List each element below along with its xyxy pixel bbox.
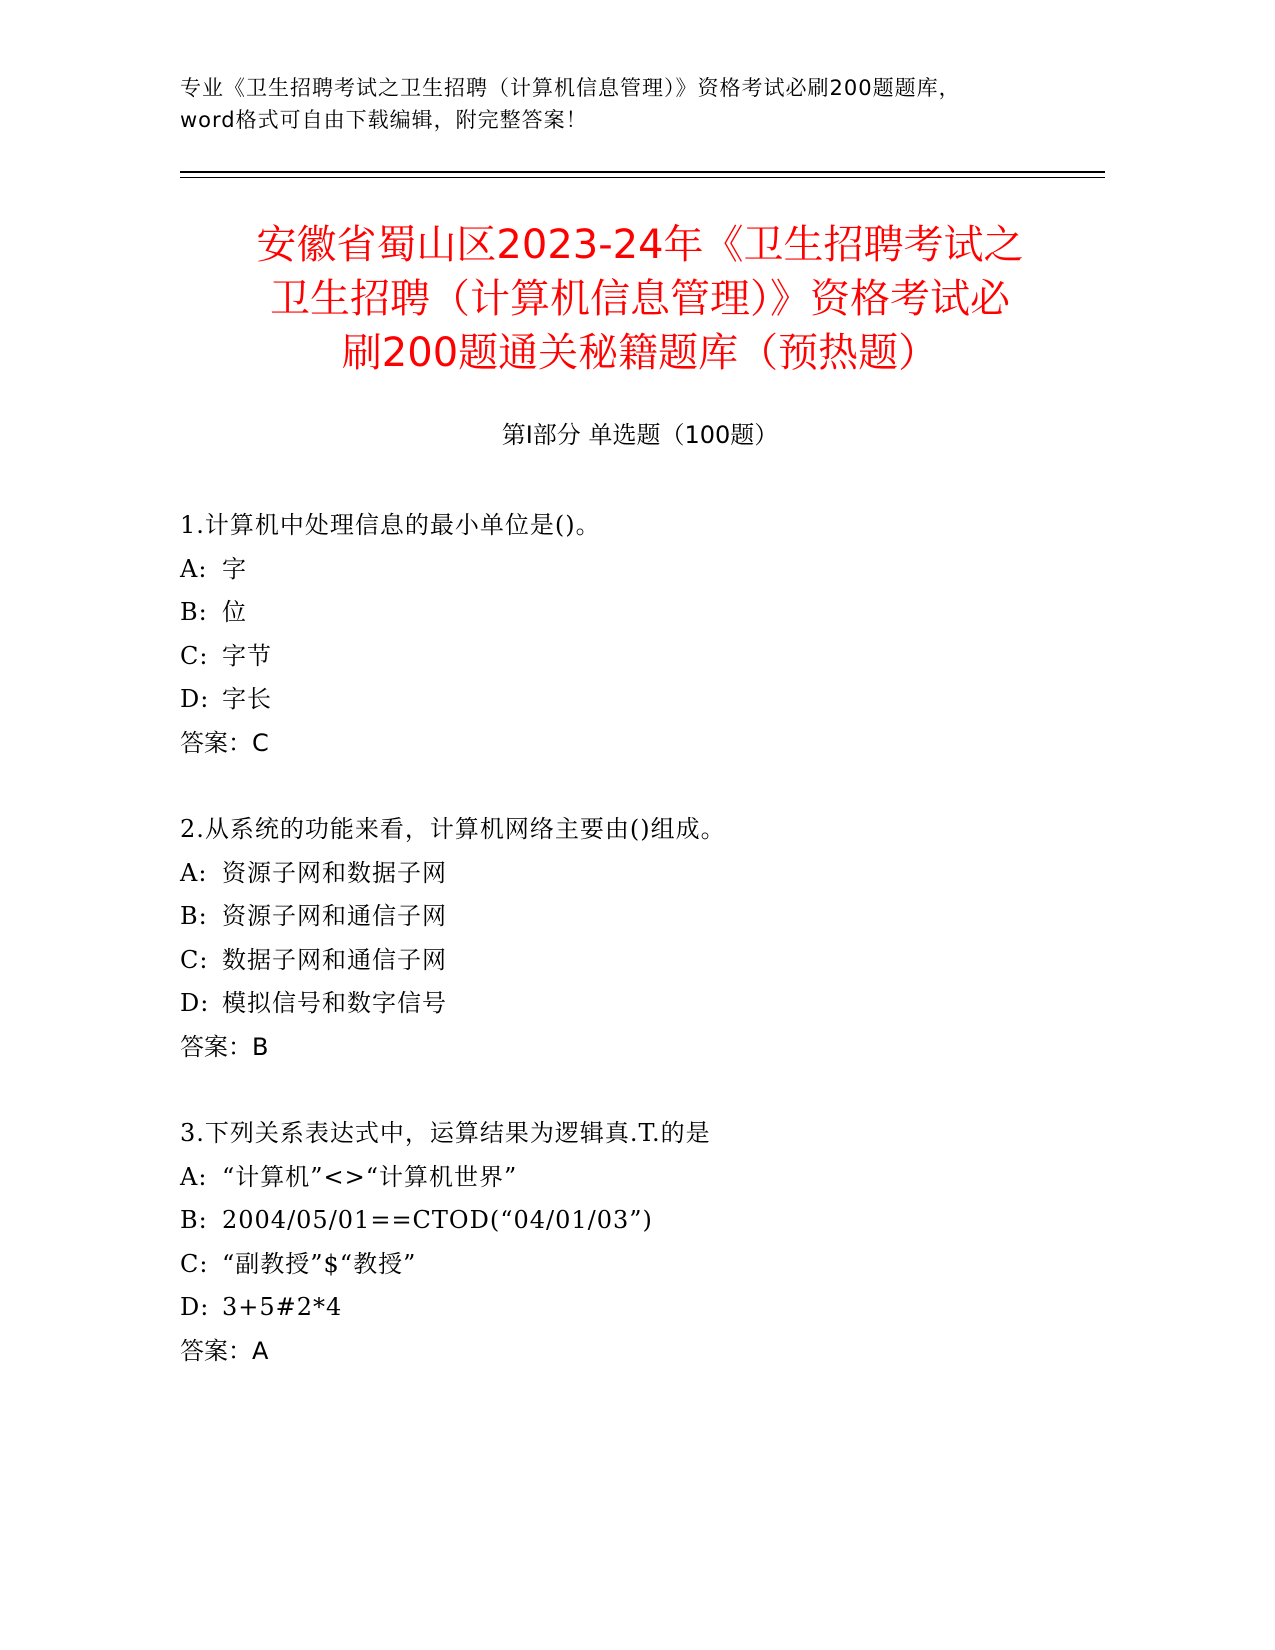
option-text: “计算机”<>“计算机世界” <box>222 1162 518 1191</box>
option-letter: D: <box>180 1293 210 1321</box>
option-text: “副教授”$“教授” <box>222 1249 417 1278</box>
option-text: 2004/05/01==CTOD(“04/01/03”) <box>222 1206 653 1234</box>
question-2 <box>180 808 1100 1069</box>
option-letter: C: <box>180 1249 209 1278</box>
option-text: 数据子网和通信子网 <box>222 945 447 974</box>
header-note-line2: word格式可自由下载编辑，附完整答案！ <box>180 108 588 132</box>
option-c <box>180 1243 1100 1287</box>
answer: 答案：B <box>180 1032 269 1061</box>
option-letter: A: <box>180 554 208 583</box>
option-letter: B: <box>180 1206 208 1234</box>
question-list <box>180 504 1100 1416</box>
page-title <box>180 218 1100 380</box>
option-d <box>180 1286 1100 1330</box>
question-stem: 1.计算机中处理信息的最小单位是()。 <box>180 511 601 539</box>
option-letter: A: <box>180 858 208 887</box>
option-d <box>180 678 1100 722</box>
option-letter: B: <box>180 902 208 930</box>
option-text: 资源子网和数据子网 <box>222 858 447 887</box>
answer: 答案：C <box>180 728 269 757</box>
answer: 答案：A <box>180 1336 269 1365</box>
option-letter: A: <box>180 1162 208 1191</box>
option-c <box>180 635 1100 679</box>
option-text: 模拟信号和数字信号 <box>222 989 447 1017</box>
question-3 <box>180 1112 1100 1373</box>
option-letter: B: <box>180 598 208 626</box>
option-text: 字节 <box>222 641 272 670</box>
option-text: 3+5#2*4 <box>222 1293 343 1321</box>
option-b <box>180 591 1100 635</box>
option-text: 字 <box>222 554 247 583</box>
header-note-line1: 专业《卫生招聘考试之卫生招聘（计算机信息管理）》资格考试必刷200题题库， <box>180 76 961 100</box>
option-c <box>180 939 1100 983</box>
option-text: 资源子网和通信子网 <box>222 902 447 930</box>
option-d <box>180 982 1100 1026</box>
option-letter: D: <box>180 989 210 1017</box>
option-b <box>180 895 1100 939</box>
section-title: 第Ⅰ部分 单选题（100题） <box>501 421 779 449</box>
option-b <box>180 1199 1100 1243</box>
option-a <box>180 1156 1100 1200</box>
header-divider-thin <box>180 177 1105 178</box>
option-letter: D: <box>180 685 210 713</box>
option-letter: C: <box>180 641 209 670</box>
question-stem: 2.从系统的功能来看，计算机网络主要由()组成。 <box>180 815 726 843</box>
option-text: 字长 <box>222 685 272 713</box>
option-a <box>180 548 1100 592</box>
page-title-line3: 刷200题通关秘籍题库（预热题） <box>341 330 939 376</box>
option-a <box>180 852 1100 896</box>
header-note <box>180 72 1080 136</box>
question-stem: 3.下列关系表达式中，运算结果为逻辑真.T.的是 <box>180 1119 711 1147</box>
question-1 <box>180 504 1100 765</box>
option-letter: C: <box>180 945 209 974</box>
header-divider-thick <box>180 171 1105 173</box>
option-text: 位 <box>222 598 247 626</box>
page-title-line2: 卫生招聘（计算机信息管理）》资格考试必 <box>270 276 1010 322</box>
page-title-line1: 安徽省蜀山区2023-24年《卫生招聘考试之 <box>256 222 1024 268</box>
